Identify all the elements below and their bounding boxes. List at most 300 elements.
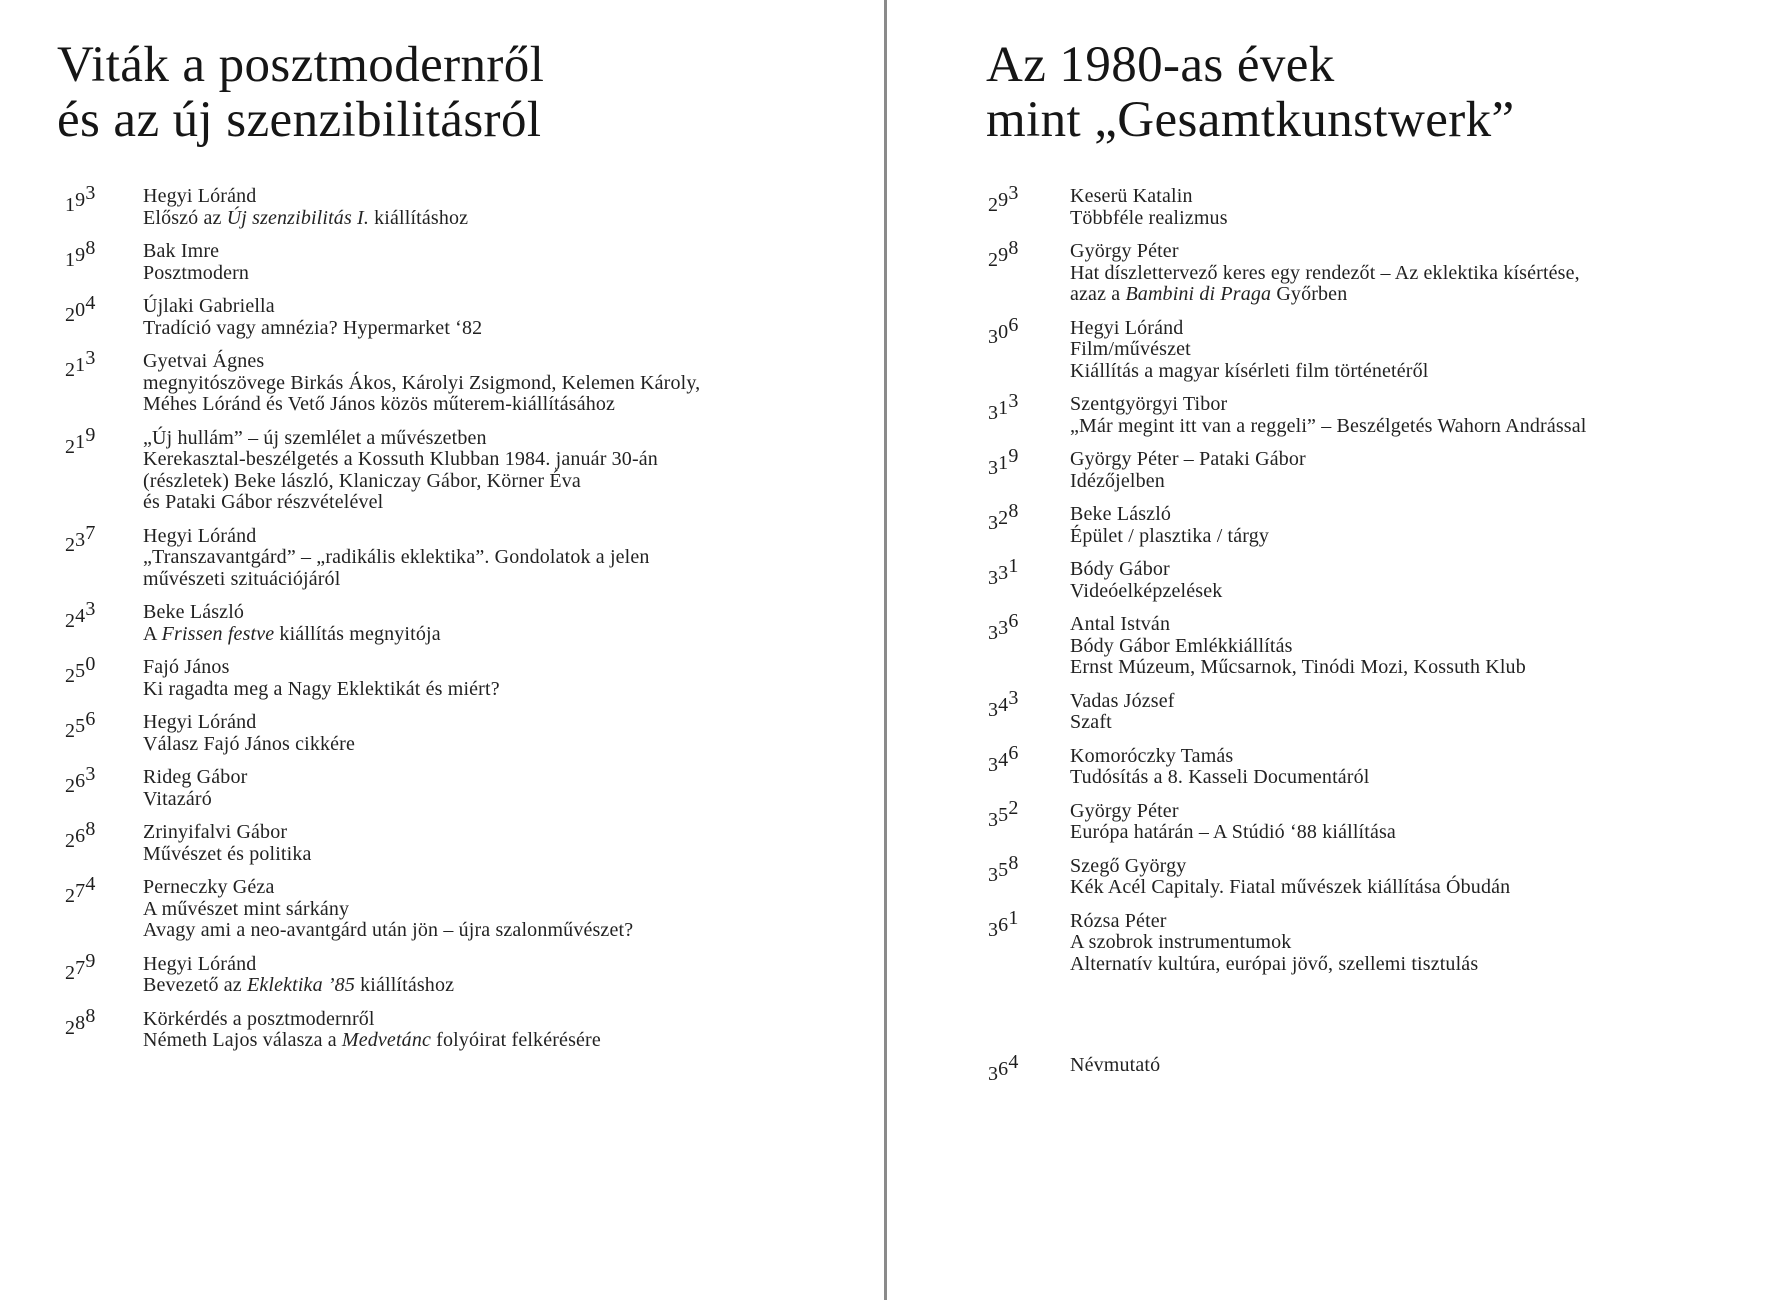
entry-line xyxy=(143,471,855,493)
page-number-digit: 6 xyxy=(998,913,1009,936)
entry-line xyxy=(1070,394,1758,416)
entry-line xyxy=(143,318,855,340)
page-number-digit: 2 xyxy=(988,249,999,271)
entry-line xyxy=(1070,284,1758,306)
page-number xyxy=(65,292,143,326)
entry-text: György Péter – Pataki Gábor xyxy=(1070,448,1306,470)
entry-text: Hegyi Lóránd xyxy=(143,524,257,547)
entry-text: Posztmodern xyxy=(143,261,250,284)
page-number-digit: 4 xyxy=(1008,1051,1019,1073)
page-number-digit: 2 xyxy=(65,610,76,632)
page-number-digit: 8 xyxy=(75,1011,86,1034)
page-number-digit: 3 xyxy=(988,863,999,886)
page-number-digit: 3 xyxy=(988,698,999,721)
page-number-digit: 8 xyxy=(85,237,96,259)
entry-text: Tudósítás a 8. Kasseli Documentáról xyxy=(1070,766,1370,788)
entry-lines xyxy=(1070,504,1758,547)
page-number xyxy=(65,182,143,216)
page-number-digit: 6 xyxy=(1008,610,1019,632)
entry-line xyxy=(143,428,855,450)
page-number-digit: 5 xyxy=(75,715,86,737)
entry-line xyxy=(1070,746,1758,768)
entry-lines xyxy=(143,712,855,755)
page-number-digit: 2 xyxy=(65,961,76,984)
page-number xyxy=(988,555,1070,589)
page-number-digit: 3 xyxy=(988,918,999,941)
entry-line xyxy=(1070,712,1758,734)
page-number-digit: 3 xyxy=(988,622,999,644)
page-number-digit: 0 xyxy=(75,299,86,321)
page-number-digit: 5 xyxy=(75,660,86,682)
entry-text: Hegyi Lóránd xyxy=(143,952,257,975)
entry-line xyxy=(143,657,855,679)
entry-text: Keserü Katalin xyxy=(1070,185,1193,207)
entry-text: Tradíció vagy amnézia? Hypermarket ‘82 xyxy=(143,316,483,339)
page-number xyxy=(988,851,1070,886)
entry-text: kiállításhoz xyxy=(369,206,469,229)
entry-line xyxy=(143,712,855,734)
entry-lines xyxy=(1070,394,1758,437)
entry-text: Alternatív kultúra, európai jövő, szellemi tisztulás xyxy=(1070,952,1479,975)
entry-text: azaz a xyxy=(1070,283,1126,305)
entry-text: Újlaki Gabriella xyxy=(143,295,275,317)
page-number xyxy=(65,653,143,687)
entry-text: Hegyi Lóránd xyxy=(143,185,257,207)
page-number xyxy=(65,708,143,742)
entry-line xyxy=(143,492,855,514)
right-page-title-line-2: mint „Gesamtkunstwerk” xyxy=(986,92,1515,148)
entry-line xyxy=(1070,361,1758,383)
toc-entry xyxy=(65,182,855,229)
entry-text: Névmutató xyxy=(1070,1054,1161,1076)
page-number-digit: 3 xyxy=(1008,182,1019,204)
toc-entry xyxy=(65,1004,855,1052)
entry-text: Kék Acél Capitaly. Fiatal művészek kiállítása Óbudán xyxy=(1070,876,1511,898)
left-page-title xyxy=(57,38,544,148)
entry-text: Szaft xyxy=(1070,711,1112,733)
page-number-digit: 6 xyxy=(1008,313,1019,336)
entry-line xyxy=(1070,559,1758,581)
page-number xyxy=(988,906,1070,941)
entry-line xyxy=(1070,186,1758,208)
entry-line xyxy=(1070,416,1758,438)
toc-entry xyxy=(65,347,855,416)
page-number-digit: 3 xyxy=(998,617,1009,639)
entry-text: Bódy Gábor Emlékkiállítás xyxy=(1070,634,1293,657)
entry-text: Rózsa Péter xyxy=(1070,909,1167,932)
entry-lines xyxy=(1070,1055,1758,1077)
page-number-digit: 2 xyxy=(988,194,999,216)
entry-text-italic: Eklektika ’85 xyxy=(246,974,355,996)
page-number xyxy=(988,445,1070,479)
page-number-digit: 1 xyxy=(65,249,76,271)
entry-text: „Új hullám” – új szemlélet a művészetben xyxy=(143,426,487,449)
page-number xyxy=(988,1051,1070,1085)
entry-lines xyxy=(1070,911,1758,976)
page-number-digit: 9 xyxy=(1008,445,1019,467)
page-number-digit: 4 xyxy=(998,748,1009,771)
page-number-digit: 9 xyxy=(998,244,1009,266)
page-number-digit: 8 xyxy=(1008,851,1019,874)
page-number-digit: 0 xyxy=(998,320,1009,343)
toc-entry xyxy=(65,653,855,700)
page-number-digit: 6 xyxy=(998,1058,1009,1080)
page-number xyxy=(65,598,143,632)
toc-entry xyxy=(988,313,1758,383)
entry-text: Rideg Gábor xyxy=(143,766,248,788)
entry-text: Szegő György xyxy=(1070,854,1187,877)
entry-text: Művészet és politika xyxy=(143,842,312,865)
entry-text: Ki ragadta meg a Nagy Eklektikát és miért? xyxy=(143,677,500,700)
page-number-digit: 3 xyxy=(998,562,1009,584)
entry-text: Válasz Fajó János cikkére xyxy=(143,732,356,755)
toc-entry xyxy=(988,796,1758,844)
page-number-digit: 4 xyxy=(998,693,1009,716)
page-number xyxy=(65,818,143,852)
entry-lines xyxy=(143,1009,855,1052)
entry-text: Kerekasztal-beszélgetés a Kossuth Klubban 1984. január 30-án xyxy=(143,448,658,470)
entry-text: Videóelképzelések xyxy=(1070,579,1223,602)
page-number-digit: 0 xyxy=(85,653,96,675)
entry-text: és Pataki Gábor részvételével xyxy=(143,491,384,513)
page-number xyxy=(65,521,143,556)
entry-text: „Transzavantgárd” – „radikális eklektika”. Gondolatok a jelen xyxy=(143,546,650,568)
toc-entry xyxy=(65,763,855,810)
entry-line xyxy=(1070,526,1758,548)
entry-line xyxy=(1070,208,1758,230)
page-number-digit: 6 xyxy=(75,825,86,847)
entry-lines xyxy=(143,186,855,229)
page-number xyxy=(988,182,1070,216)
entry-line xyxy=(143,899,855,921)
entry-text: Győrben xyxy=(1271,283,1348,305)
entry-lines xyxy=(143,296,855,339)
entry-line xyxy=(143,296,855,318)
page-number-digit: 1 xyxy=(75,430,86,453)
entry-line xyxy=(1070,339,1758,361)
page-number-digit: 5 xyxy=(998,803,1009,826)
toc-list-right xyxy=(988,182,1758,1089)
toc-entry xyxy=(65,818,855,865)
entry-line xyxy=(143,569,855,591)
entry-line xyxy=(143,920,855,942)
page-number-digit: 1 xyxy=(998,452,1009,474)
entry-text: György Péter xyxy=(1070,240,1179,262)
entry-text: Bak Imre xyxy=(143,240,220,262)
entry-line xyxy=(143,1030,855,1052)
page-number xyxy=(988,237,1070,271)
entry-line xyxy=(143,954,855,976)
page-number-digit: 1 xyxy=(998,397,1009,419)
entry-lines xyxy=(143,428,855,514)
entry-line xyxy=(143,679,855,701)
page-number-digit: 3 xyxy=(988,325,999,348)
entry-text: Kiállítás a magyar kísérleti film történetéről xyxy=(1070,359,1429,382)
page-number-digit: 4 xyxy=(75,605,86,627)
entry-text: Hat díszlettervező keres egy rendezőt – Az eklektika kísértése, xyxy=(1070,261,1580,284)
page-number xyxy=(988,610,1070,644)
entry-text: Bevezető az xyxy=(143,974,247,996)
entry-text: Körkérdés a posztmodernről xyxy=(143,1007,375,1030)
entry-text: Előszó az xyxy=(143,206,227,229)
entry-text: A művészet mint sárkány xyxy=(143,897,350,920)
page-number xyxy=(988,796,1070,831)
page-number-digit: 2 xyxy=(65,830,76,852)
toc-entry xyxy=(65,237,855,284)
page-number-digit: 2 xyxy=(65,304,76,326)
entry-lines xyxy=(143,954,855,997)
page-number-digit: 2 xyxy=(65,533,76,556)
entry-text: Zrinyifalvi Gábor xyxy=(143,821,288,843)
entry-text: kiállítás megnyitója xyxy=(274,622,441,645)
entry-text: Idézőjelben xyxy=(1070,469,1165,492)
entry-line xyxy=(1070,471,1758,493)
page-number-digit: 7 xyxy=(75,880,86,902)
entry-text: Perneczky Géza xyxy=(143,876,275,898)
entry-text: Európa határán – A Stúdió ‘88 kiállítása xyxy=(1070,821,1396,843)
entry-text: Épület / plasztika / tárgy xyxy=(1070,524,1270,547)
entry-text: Vadas József xyxy=(1070,689,1175,712)
entry-line xyxy=(143,975,855,997)
right-page-title-line-1: Az 1980-as évek xyxy=(986,37,1335,93)
entry-line xyxy=(1070,691,1758,713)
page-number-digit: 9 xyxy=(85,949,96,972)
page-number xyxy=(65,1004,143,1039)
entry-text-italic: Frissen festve xyxy=(161,622,275,645)
entry-text: Németh Lajos válasza a xyxy=(143,1029,342,1051)
entry-line xyxy=(1070,241,1758,263)
toc-entry xyxy=(65,949,855,997)
page-number-digit: 2 xyxy=(65,720,76,742)
entry-line xyxy=(1070,657,1758,679)
page-number-digit: 3 xyxy=(988,402,999,424)
entry-line xyxy=(1070,263,1758,285)
page-number xyxy=(65,347,143,381)
entry-line xyxy=(1070,318,1758,340)
entry-line xyxy=(1070,877,1758,899)
page-number-digit: 1 xyxy=(1008,906,1019,929)
page-number-digit: 2 xyxy=(65,775,76,797)
entry-line xyxy=(143,208,855,230)
toc-entry xyxy=(988,445,1758,492)
entry-lines xyxy=(143,351,855,416)
entry-line xyxy=(1070,856,1758,878)
toc-entry xyxy=(988,741,1758,789)
page-number-digit: 2 xyxy=(65,1016,76,1039)
entry-line xyxy=(1070,449,1758,471)
entry-text: A szobrok instrumentumok xyxy=(1070,931,1292,953)
entry-lines xyxy=(143,602,855,645)
entry-line xyxy=(1070,822,1758,844)
page-number-digit: 3 xyxy=(988,567,999,589)
entry-line xyxy=(143,526,855,548)
page-number-digit: 7 xyxy=(85,521,96,544)
entry-line xyxy=(1070,504,1758,526)
entry-text: Vitazáró xyxy=(143,787,212,810)
entry-line xyxy=(1070,932,1758,954)
entry-text: Szentgyörgyi Tibor xyxy=(1070,393,1228,415)
entry-lines xyxy=(1070,559,1758,602)
entry-lines xyxy=(143,767,855,810)
page-number xyxy=(988,313,1070,348)
page-number xyxy=(65,873,143,907)
page-number xyxy=(988,390,1070,424)
entry-line xyxy=(143,394,855,416)
page-number-digit: 5 xyxy=(998,858,1009,881)
entry-line xyxy=(143,789,855,811)
page-number-digit: 3 xyxy=(1008,686,1019,709)
entry-text: György Péter xyxy=(1070,799,1179,822)
toc-entry xyxy=(988,237,1758,306)
toc-entry xyxy=(65,708,855,755)
page-number-digit: 3 xyxy=(988,808,999,831)
entry-line xyxy=(143,449,855,471)
page-number-digit: 8 xyxy=(85,1004,96,1027)
page-number xyxy=(988,741,1070,776)
entry-lines xyxy=(143,526,855,591)
toc-entry xyxy=(65,423,855,514)
entry-line xyxy=(143,547,855,569)
entry-lines xyxy=(1070,746,1758,789)
entry-text: Film/művészet xyxy=(1070,338,1191,360)
entry-lines xyxy=(143,877,855,942)
entry-lines xyxy=(1070,691,1758,734)
left-page-title-line-1: Viták a posztmodernről xyxy=(57,37,545,93)
page-gutter-divider xyxy=(884,0,887,1300)
entry-text: Ernst Múzeum, Műcsarnok, Tinódi Mozi, Kossuth Klub xyxy=(1070,656,1526,678)
entry-text-italic: Új szenzibilitás I. xyxy=(226,206,369,229)
entry-line xyxy=(143,602,855,624)
toc-entry xyxy=(988,610,1758,679)
toc-entry xyxy=(65,873,855,942)
entry-lines xyxy=(143,657,855,700)
entry-line xyxy=(1070,954,1758,976)
page-number-digit: 8 xyxy=(85,818,96,840)
page-number-digit: 8 xyxy=(1008,237,1019,259)
toc-entry xyxy=(988,851,1758,899)
page-number-digit: 2 xyxy=(998,507,1009,529)
entry-line xyxy=(143,263,855,285)
toc-entry xyxy=(988,906,1758,976)
page-number-digit: 3 xyxy=(85,763,96,785)
entry-text: (részletek) Beke lászló, Klaniczay Gábor, Körner Éva xyxy=(143,469,581,492)
entry-text: Többféle realizmus xyxy=(1070,206,1228,229)
entry-line xyxy=(1070,1055,1758,1077)
page-number-digit: 8 xyxy=(1008,500,1019,522)
page-number-digit: 1 xyxy=(65,194,76,216)
entry-text: Méhes Lóránd és Vető János közös műterem-kiállításához xyxy=(143,393,616,415)
toc-list-left xyxy=(65,182,855,1064)
entry-line xyxy=(143,186,855,208)
entry-line xyxy=(143,241,855,263)
page-number-digit: 6 xyxy=(1008,741,1019,764)
entry-text: Avagy ami a neo-avantgárd után jön – újra szalonművészet? xyxy=(143,919,634,941)
page-number xyxy=(65,763,143,797)
entry-text: „Már megint itt van a reggeli” – Beszélgetés Wahorn Andrással xyxy=(1070,414,1587,437)
entry-text: folyóirat felkérésére xyxy=(431,1029,601,1051)
entry-text: A xyxy=(143,622,162,645)
entry-line xyxy=(143,1009,855,1031)
page-number-digit: 3 xyxy=(85,598,96,620)
entry-lines xyxy=(1070,801,1758,844)
page-number xyxy=(65,423,143,458)
entry-text: Fajó János xyxy=(143,656,230,678)
page-number-digit: 3 xyxy=(1008,390,1019,412)
page-number-digit: 6 xyxy=(85,708,96,730)
page-number-digit: 1 xyxy=(1008,555,1019,577)
page-number xyxy=(65,237,143,271)
entry-line xyxy=(143,351,855,373)
page-number-digit: 6 xyxy=(75,770,86,792)
entry-line xyxy=(143,373,855,395)
toc-entry xyxy=(988,555,1758,602)
entry-line xyxy=(143,624,855,646)
toc-entry xyxy=(988,182,1758,229)
entry-line xyxy=(1070,581,1758,603)
entry-text: Bódy Gábor xyxy=(1070,558,1170,580)
entry-line xyxy=(143,844,855,866)
toc-entry xyxy=(988,500,1758,547)
left-page-title-line-2: és az új szenzibilitásról xyxy=(57,92,542,148)
entry-line xyxy=(143,877,855,899)
entry-text: Hegyi Lóránd xyxy=(1070,316,1184,339)
entry-lines xyxy=(143,822,855,865)
entry-text: Komoróczky Tamás xyxy=(1070,744,1234,767)
page-number-digit: 2 xyxy=(65,665,76,687)
entry-text: Beke László xyxy=(143,601,245,623)
toc-entry xyxy=(988,686,1758,734)
page-number-digit: 3 xyxy=(988,512,999,534)
entry-text: Hegyi Lóránd xyxy=(143,711,257,733)
entry-text: Antal István xyxy=(1070,613,1171,635)
entry-lines xyxy=(1070,318,1758,383)
entry-text: Gyetvai Ágnes xyxy=(143,350,265,372)
entry-lines xyxy=(1070,186,1758,229)
entry-line xyxy=(1070,767,1758,789)
page-number-digit: 3 xyxy=(988,753,999,776)
page-number-digit: 2 xyxy=(65,885,76,907)
page-number-digit: 1 xyxy=(75,354,86,376)
page-number-digit: 9 xyxy=(75,189,86,211)
page-number-digit: 3 xyxy=(75,528,86,551)
right-page-title xyxy=(986,38,1515,148)
toc-entry xyxy=(65,521,855,591)
page-number-digit: 7 xyxy=(75,956,86,979)
toc-entry xyxy=(65,292,855,339)
page-number xyxy=(988,686,1070,721)
page-number-digit: 9 xyxy=(85,423,96,446)
page-number-digit: 3 xyxy=(85,182,96,204)
entry-text: megnyitószövege Birkás Ákos, Károlyi Zsigmond, Kelemen Károly, xyxy=(143,371,701,394)
entry-lines xyxy=(1070,241,1758,306)
entry-text: kiállításhoz xyxy=(354,974,455,996)
page-number xyxy=(988,500,1070,534)
entry-line xyxy=(1070,636,1758,658)
entry-text-italic: Medvetánc xyxy=(341,1029,431,1051)
entry-lines xyxy=(1070,856,1758,899)
entry-line xyxy=(1070,614,1758,636)
entry-lines xyxy=(1070,614,1758,679)
entry-line xyxy=(143,822,855,844)
toc-entry xyxy=(65,598,855,645)
page-number-digit: 3 xyxy=(988,1063,999,1085)
entry-text: Beke László xyxy=(1070,503,1172,525)
page-number-digit: 9 xyxy=(998,189,1009,211)
page-number-digit: 2 xyxy=(65,359,76,381)
entry-line xyxy=(143,767,855,789)
entry-line xyxy=(143,734,855,756)
page-number-digit: 2 xyxy=(65,435,76,458)
